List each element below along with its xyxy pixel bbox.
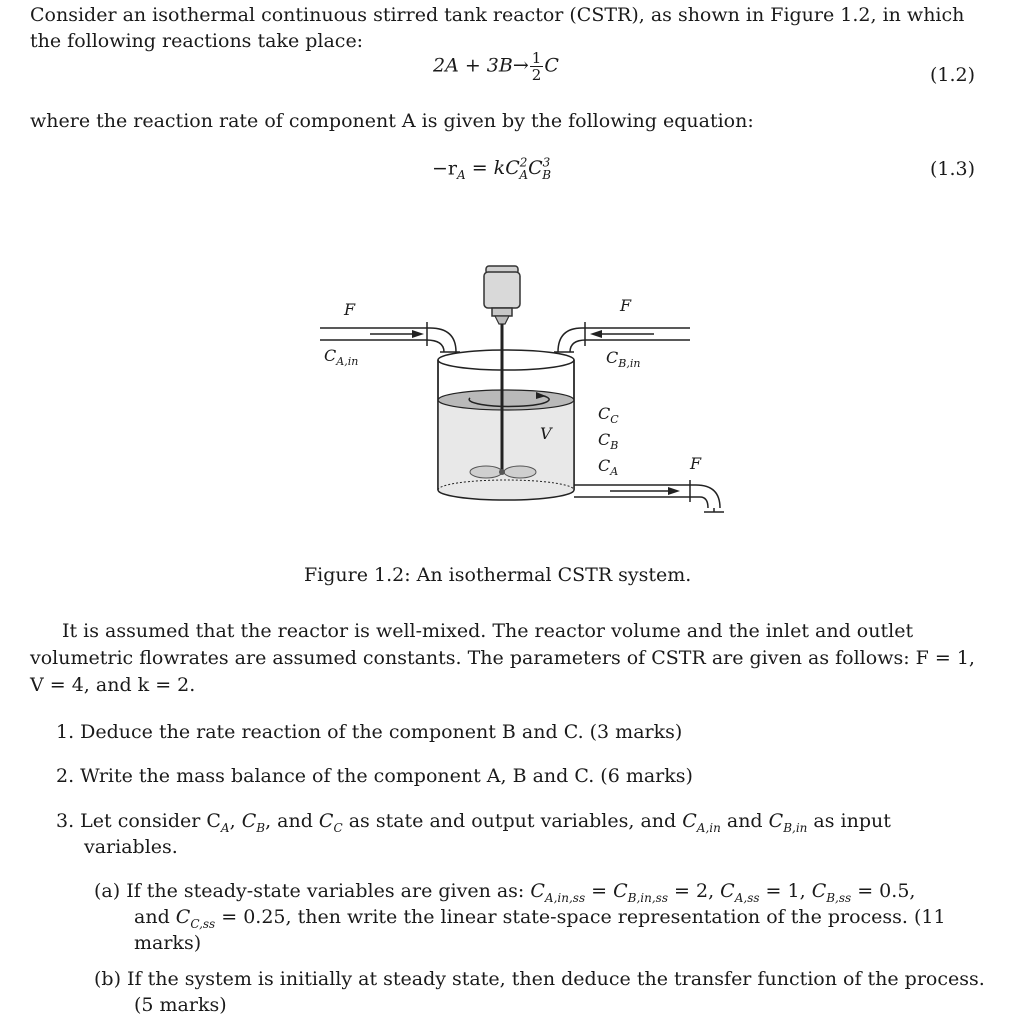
question-3a: (a) If the steady-state variables are given as: $C_{A,in,ss} = C_{B,in,ss} = 2$, $C_{A,ss} = 1$, $C_{B,ss} = 0.5$, [94, 880, 916, 905]
equation-number-1-2: (1.2) [929, 64, 975, 86]
question-3b: (b) If the system is initially at steady state, then deduce the transfer function of the process. [94, 968, 985, 990]
assumption-line-2: volumetric flowrates are assumed constants. The parameters of CSTR are given as follows: F = 1, [30, 647, 975, 669]
assumption-line-1: It is assumed that the reactor is well-mixed. The reactor volume and the inlet and outlet [62, 620, 914, 642]
equation-1-3: $-r_A = kC^2_AC^3_B$ [432, 156, 552, 183]
figure-caption: Figure 1.2: An isothermal CSTR system. [304, 564, 692, 586]
eq12-frac-den: 2 [531, 66, 542, 84]
question-1: 1. Deduce the rate reaction of the component B and C. (3 marks) [56, 721, 683, 743]
label-volume: V [540, 424, 552, 443]
question-2: 2. Write the mass balance of the component A, B and C. (6 marks) [56, 765, 693, 787]
label-cc: $C_C$ [598, 404, 619, 427]
eq12-lhs: 2A + 3B→ [433, 54, 529, 77]
intro-line-2: the following reactions take place: [30, 30, 364, 52]
label-f-inlet-a: F [344, 300, 356, 319]
label-f-inlet-b: F [620, 296, 632, 315]
label-cb: $C_B$ [598, 430, 619, 453]
label-ca: $C_A$ [598, 456, 619, 479]
motor-icon [484, 266, 520, 324]
tank-vessel [438, 350, 574, 500]
intro-line-1: Consider an isothermal continuous stirred tank reactor (CSTR), as shown in Figure 1.2, in which [30, 4, 965, 26]
eq12-frac-num: 1 [531, 49, 542, 67]
assumption-line-3: V = 4, and k = 2. [30, 674, 196, 696]
question-3-line-2: variables. [84, 836, 178, 858]
question-3b-line-2: (5 marks) [134, 994, 227, 1016]
rate-intro: where the reaction rate of component A is given by the following equation: [30, 110, 754, 132]
eq12-rhs: C [544, 54, 559, 77]
equation-number-1-3: (1.3) [929, 158, 975, 180]
label-f-outlet: F [690, 454, 702, 473]
question-3a-line-2: and $C_{C,ss} = 0.25$, then write the linear state-space representation of the process. (11 [134, 906, 946, 931]
label-cb-in: $C_{B,in}$ [606, 348, 641, 371]
question-3: 3. Let consider $C_A$, $C_B$, and $C_C$ as state and output variables, and $C_{A,in}$ and $C_{B,in}$ as input [56, 810, 891, 835]
eq13-neg-r: −r [432, 157, 458, 180]
outlet-pipe [574, 480, 724, 512]
label-ca-in: $C_{A,in}$ [324, 346, 359, 369]
question-3a-line-3: marks) [134, 932, 202, 954]
